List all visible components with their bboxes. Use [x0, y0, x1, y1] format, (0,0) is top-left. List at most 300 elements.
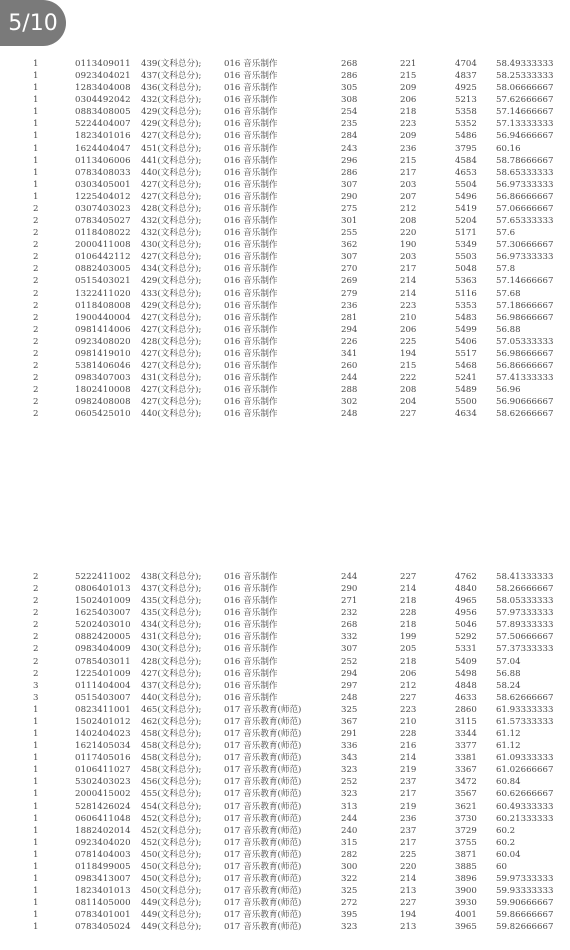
major-cell: 017 音乐教育(师范) — [224, 704, 302, 715]
batch-cell: 1 — [33, 155, 39, 166]
page-gap — [0, 440, 570, 568]
table-row — [0, 71, 570, 82]
score-a-cell: 286 — [341, 71, 358, 82]
major-cell: 016 音乐制作 — [224, 608, 278, 619]
major-cell: 017 音乐教育(师范) — [224, 789, 302, 800]
total-score-cell: 431(文科总分); — [141, 632, 202, 643]
score-b-cell: 203 — [400, 252, 417, 263]
table-row — [0, 385, 570, 396]
rank-cell: 4848 — [455, 680, 477, 691]
score-b-cell: 194 — [400, 348, 417, 359]
major-cell: 016 音乐制作 — [224, 572, 278, 582]
major-cell: 017 音乐教育(师范) — [224, 813, 302, 824]
batch-cell: 2 — [33, 324, 39, 335]
batch-cell: 2 — [33, 632, 39, 643]
total-score-cell: 437(文科总分); — [141, 680, 202, 691]
score-b-cell: 194 — [400, 910, 417, 921]
major-cell: 016 音乐制作 — [224, 155, 278, 166]
total-score-cell: 456(文科总分); — [141, 777, 202, 788]
exam-id-cell: 0106442112 — [75, 252, 131, 263]
rank-cell: 3730 — [455, 813, 477, 824]
table-row — [0, 802, 570, 813]
table-row — [0, 862, 570, 873]
composite-score-cell: 60.21333333 — [496, 813, 554, 824]
exam-id-cell: 0515403021 — [75, 276, 131, 287]
total-score-cell: 427(文科总分); — [141, 361, 202, 371]
batch-cell: 1 — [33, 922, 39, 933]
batch-cell: 2 — [33, 336, 39, 347]
rank-cell: 5409 — [455, 656, 477, 667]
score-b-cell: 217 — [400, 789, 417, 800]
table-row — [0, 107, 570, 118]
composite-score-cell: 58.06666667 — [496, 83, 554, 94]
score-b-cell: 206 — [400, 668, 417, 679]
batch-cell: 1 — [33, 95, 39, 106]
table-row — [0, 131, 570, 142]
exam-id-cell: 0783401001 — [75, 910, 131, 921]
score-b-cell: 199 — [400, 632, 417, 643]
score-b-cell: 214 — [400, 753, 417, 764]
composite-score-cell: 56.97333333 — [496, 179, 554, 190]
major-cell: 016 音乐制作 — [224, 409, 278, 420]
total-score-cell: 465(文科总分); — [141, 704, 202, 715]
major-cell: 016 音乐制作 — [224, 216, 278, 227]
batch-cell: 2 — [33, 361, 39, 371]
exam-id-cell: 0118499005 — [75, 861, 131, 872]
exam-id-cell: 0923408020 — [75, 336, 131, 347]
exam-id-cell: 0882403005 — [75, 264, 131, 275]
score-b-cell: 215 — [400, 71, 417, 82]
table-row — [0, 765, 570, 776]
score-a-cell: 271 — [341, 596, 358, 607]
rank-cell: 3871 — [455, 849, 477, 860]
rank-cell: 3381 — [455, 753, 477, 764]
score-a-cell: 297 — [341, 680, 358, 691]
table-row — [0, 204, 570, 215]
composite-score-cell: 60.84 — [496, 777, 521, 788]
table-row — [0, 325, 570, 336]
table-row — [0, 729, 570, 740]
table-row — [0, 192, 570, 203]
total-score-cell: 438(文科总分); — [141, 572, 202, 582]
total-score-cell: 450(文科总分); — [141, 874, 202, 884]
rank-cell: 4956 — [455, 608, 477, 619]
total-score-cell: 427(文科总分); — [141, 397, 202, 408]
total-score-cell: 437(文科总分); — [141, 584, 202, 595]
major-cell: 016 音乐制作 — [224, 312, 278, 323]
score-b-cell: 204 — [400, 397, 417, 408]
total-score-cell: 458(文科总分); — [141, 741, 202, 752]
rank-cell: 5292 — [455, 632, 477, 643]
exam-id-cell: 5202403010 — [75, 620, 131, 631]
composite-score-cell: 60.04 — [496, 849, 521, 860]
score-a-cell: 307 — [341, 179, 358, 190]
major-cell: 016 音乐制作 — [224, 59, 278, 69]
batch-cell: 1 — [33, 753, 39, 764]
score-b-cell: 215 — [400, 155, 417, 166]
major-cell: 017 音乐教育(师范) — [224, 837, 302, 848]
total-score-cell: 458(文科总分); — [141, 765, 202, 776]
total-score-cell: 427(文科总分); — [141, 191, 202, 202]
table-row — [0, 168, 570, 179]
rank-cell: 3965 — [455, 922, 477, 933]
batch-cell: 2 — [33, 596, 39, 607]
batch-cell: 1 — [33, 898, 39, 909]
table-row — [0, 608, 570, 619]
batch-cell: 1 — [33, 716, 39, 727]
rank-cell: 4634 — [455, 409, 477, 420]
exam-id-cell: 0923404021 — [75, 71, 131, 82]
major-cell: 016 音乐制作 — [224, 228, 278, 239]
rank-cell: 5503 — [455, 252, 477, 263]
rank-cell: 5353 — [455, 300, 477, 311]
table-row — [0, 337, 570, 348]
total-score-cell: 427(文科总分); — [141, 131, 202, 142]
score-b-cell: 218 — [400, 620, 417, 631]
score-a-cell: 252 — [341, 777, 358, 788]
batch-cell: 3 — [33, 692, 39, 703]
composite-score-cell: 58.65333333 — [496, 167, 554, 178]
total-score-cell: 428(文科总分); — [141, 336, 202, 347]
total-score-cell: 435(文科总分); — [141, 608, 202, 619]
batch-cell: 2 — [33, 656, 39, 667]
rank-cell: 4762 — [455, 572, 477, 582]
exam-id-cell: 1823401016 — [75, 131, 131, 142]
exam-id-cell: 0606411048 — [75, 813, 131, 824]
rank-cell: 3472 — [455, 777, 477, 788]
composite-score-cell: 61.12 — [496, 729, 521, 740]
exam-id-cell: 0983404009 — [75, 644, 131, 655]
rank-cell: 4584 — [455, 155, 477, 166]
total-score-cell: 437(文科总分); — [141, 71, 202, 82]
exam-id-cell: 1823401013 — [75, 886, 131, 897]
total-score-cell: 452(文科总分); — [141, 813, 202, 824]
rank-cell: 5483 — [455, 312, 477, 323]
batch-cell: 2 — [33, 264, 39, 275]
table-row — [0, 584, 570, 595]
batch-cell: 1 — [33, 179, 39, 190]
composite-score-cell: 59.90666667 — [496, 898, 554, 909]
score-a-cell: 343 — [341, 753, 358, 764]
batch-cell: 2 — [33, 203, 39, 214]
exam-id-cell: 0605425010 — [75, 409, 131, 420]
composite-score-cell: 59.82666667 — [496, 922, 554, 933]
exam-id-cell: 0811405000 — [75, 898, 131, 909]
rank-cell: 5498 — [455, 668, 477, 679]
batch-cell: 2 — [33, 385, 39, 396]
total-score-cell: 428(文科总分); — [141, 203, 202, 214]
score-b-cell: 222 — [400, 373, 417, 384]
score-a-cell: 272 — [341, 898, 358, 909]
major-cell: 016 音乐制作 — [224, 680, 278, 691]
composite-score-cell: 56.86666667 — [496, 361, 554, 371]
major-cell: 017 音乐教育(师范) — [224, 741, 302, 752]
total-score-cell: 427(文科总分); — [141, 312, 202, 323]
rank-cell: 2860 — [455, 704, 477, 715]
batch-cell: 1 — [33, 143, 39, 154]
table-row — [0, 669, 570, 680]
exam-id-cell: 0304492042 — [75, 95, 131, 106]
score-b-cell: 237 — [400, 777, 417, 788]
exam-id-cell: 0783408033 — [75, 167, 131, 178]
score-b-cell: 219 — [400, 765, 417, 776]
exam-id-cell: 0515403007 — [75, 692, 131, 703]
batch-cell: 1 — [33, 837, 39, 848]
batch-cell: 1 — [33, 704, 39, 715]
batch-cell: 1 — [33, 886, 39, 897]
total-score-cell: 451(文科总分); — [141, 143, 202, 154]
rank-cell: 5204 — [455, 216, 477, 227]
score-a-cell: 323 — [341, 765, 358, 776]
rank-cell: 5331 — [455, 644, 477, 655]
exam-id-cell: 5381406046 — [75, 361, 131, 371]
score-a-cell: 294 — [341, 324, 358, 335]
total-score-cell: 449(文科总分); — [141, 910, 202, 921]
major-cell: 016 音乐制作 — [224, 240, 278, 251]
major-cell: 016 音乐制作 — [224, 644, 278, 655]
score-b-cell: 209 — [400, 83, 417, 94]
table-row — [0, 83, 570, 94]
score-b-cell: 210 — [400, 716, 417, 727]
total-score-cell: 429(文科总分); — [141, 300, 202, 311]
exam-id-cell: 1225401009 — [75, 668, 131, 679]
table-row — [0, 228, 570, 239]
score-a-cell: 290 — [341, 191, 358, 202]
score-a-cell: 282 — [341, 849, 358, 860]
major-cell: 016 音乐制作 — [224, 95, 278, 106]
score-a-cell: 395 — [341, 910, 358, 921]
batch-cell: 1 — [33, 849, 39, 860]
table-row — [0, 59, 570, 70]
score-b-cell: 215 — [400, 361, 417, 371]
exam-id-cell: 0783405027 — [75, 216, 131, 227]
score-a-cell: 284 — [341, 131, 358, 142]
score-b-cell: 212 — [400, 203, 417, 214]
score-a-cell: 294 — [341, 668, 358, 679]
score-b-cell: 214 — [400, 584, 417, 595]
exam-id-cell: 0303405001 — [75, 179, 131, 190]
total-score-cell: 440(文科总分); — [141, 692, 202, 703]
score-b-cell: 220 — [400, 228, 417, 239]
total-score-cell: 434(文科总分); — [141, 264, 202, 275]
major-cell: 016 音乐制作 — [224, 584, 278, 595]
major-cell: 016 音乐制作 — [224, 119, 278, 130]
composite-score-cell: 56.86666667 — [496, 191, 554, 202]
rank-cell: 3930 — [455, 898, 477, 909]
major-cell: 017 音乐教育(师范) — [224, 825, 302, 836]
total-score-cell: 458(文科总分); — [141, 753, 202, 764]
total-score-cell: 431(文科总分); — [141, 373, 202, 384]
batch-cell: 2 — [33, 608, 39, 619]
score-b-cell: 221 — [400, 59, 417, 69]
composite-score-cell: 59.97333333 — [496, 874, 554, 884]
major-cell: 016 音乐制作 — [224, 348, 278, 359]
rank-cell: 5358 — [455, 107, 477, 118]
composite-score-cell: 60.16 — [496, 143, 521, 154]
total-score-cell: 430(文科总分); — [141, 644, 202, 655]
batch-cell: 1 — [33, 119, 39, 130]
batch-cell: 1 — [33, 131, 39, 142]
score-b-cell: 227 — [400, 572, 417, 582]
composite-score-cell: 56.97333333 — [496, 252, 554, 263]
score-b-cell: 214 — [400, 288, 417, 299]
table-row — [0, 644, 570, 655]
exam-id-cell: 0882420005 — [75, 632, 131, 643]
score-b-cell: 205 — [400, 644, 417, 655]
exam-id-cell: 0982408008 — [75, 397, 131, 408]
composite-score-cell: 57.18666667 — [496, 300, 554, 311]
batch-cell: 2 — [33, 300, 39, 311]
score-b-cell: 218 — [400, 596, 417, 607]
exam-id-cell: 1900440004 — [75, 312, 131, 323]
score-a-cell: 252 — [341, 656, 358, 667]
major-cell: 016 音乐制作 — [224, 324, 278, 335]
page-indicator-text: 5/10 — [8, 10, 58, 36]
composite-score-cell: 60.2 — [496, 837, 516, 848]
rank-cell: 5468 — [455, 361, 477, 371]
score-a-cell: 302 — [341, 397, 358, 408]
major-cell: 016 音乐制作 — [224, 397, 278, 408]
score-b-cell: 203 — [400, 179, 417, 190]
total-score-cell: 427(文科总分); — [141, 668, 202, 679]
score-b-cell: 227 — [400, 409, 417, 420]
score-b-cell: 228 — [400, 729, 417, 740]
composite-score-cell: 58.62666667 — [496, 409, 554, 420]
major-cell: 017 音乐教育(师范) — [224, 765, 302, 776]
score-a-cell: 288 — [341, 385, 358, 396]
major-cell: 016 音乐制作 — [224, 288, 278, 299]
score-a-cell: 305 — [341, 83, 358, 94]
rank-cell: 5406 — [455, 336, 477, 347]
batch-cell: 2 — [33, 572, 39, 582]
table-row — [0, 361, 570, 372]
rank-cell: 3755 — [455, 837, 477, 848]
table-row — [0, 777, 570, 788]
composite-score-cell: 58.05333333 — [496, 596, 554, 607]
total-score-cell: 454(文科总分); — [141, 801, 202, 812]
major-cell: 017 音乐教育(师范) — [224, 898, 302, 909]
major-cell: 016 音乐制作 — [224, 276, 278, 287]
score-a-cell: 313 — [341, 801, 358, 812]
score-b-cell: 217 — [400, 167, 417, 178]
rank-cell: 3900 — [455, 886, 477, 897]
table-row — [0, 572, 570, 583]
composite-score-cell: 58.49333333 — [496, 59, 554, 69]
major-cell: 016 音乐制作 — [224, 620, 278, 631]
composite-score-cell: 61.02666667 — [496, 765, 554, 776]
score-a-cell: 243 — [341, 143, 358, 154]
total-score-cell: 458(文科总分); — [141, 729, 202, 740]
table-row — [0, 144, 570, 155]
composite-score-cell: 58.62666667 — [496, 692, 554, 703]
batch-cell: 2 — [33, 312, 39, 323]
composite-score-cell: 56.94666667 — [496, 131, 554, 142]
batch-cell: 2 — [33, 584, 39, 595]
exam-id-cell: 1625403007 — [75, 608, 131, 619]
total-score-cell: 429(文科总分); — [141, 119, 202, 130]
total-score-cell: 439(文科总分); — [141, 59, 202, 69]
composite-score-cell: 58.26666667 — [496, 584, 554, 595]
batch-cell: 1 — [33, 874, 39, 884]
composite-score-cell: 58.25333333 — [496, 71, 554, 82]
exam-id-cell: 0783405024 — [75, 922, 131, 933]
total-score-cell: 427(文科总分); — [141, 348, 202, 359]
exam-id-cell: 0118408008 — [75, 300, 131, 311]
table-row — [0, 373, 570, 384]
composite-score-cell: 60.62666667 — [496, 789, 554, 800]
total-score-cell: 427(文科总分); — [141, 324, 202, 335]
total-score-cell: 432(文科总分); — [141, 228, 202, 239]
total-score-cell: 430(文科总分); — [141, 240, 202, 251]
major-cell: 017 音乐教育(师范) — [224, 874, 302, 884]
rank-cell: 3377 — [455, 741, 477, 752]
score-a-cell: 279 — [341, 288, 358, 299]
score-a-cell: 255 — [341, 228, 358, 239]
score-b-cell: 236 — [400, 143, 417, 154]
major-cell: 017 音乐教育(师范) — [224, 861, 302, 872]
major-cell: 017 音乐教育(师范) — [224, 910, 302, 921]
major-cell: 016 音乐制作 — [224, 373, 278, 384]
score-a-cell: 315 — [341, 837, 358, 848]
composite-score-cell: 61.93333333 — [496, 704, 554, 715]
table-row — [0, 874, 570, 885]
score-a-cell: 290 — [341, 584, 358, 595]
exam-id-cell: 0781404003 — [75, 849, 131, 860]
major-cell: 017 音乐教育(师范) — [224, 753, 302, 764]
score-a-cell: 226 — [341, 336, 358, 347]
batch-cell: 1 — [33, 765, 39, 776]
table-row — [0, 922, 570, 933]
score-b-cell: 223 — [400, 300, 417, 311]
page-indicator-badge — [0, 0, 66, 46]
score-b-cell: 206 — [400, 95, 417, 106]
score-b-cell: 225 — [400, 849, 417, 860]
major-cell: 017 音乐教育(师范) — [224, 801, 302, 812]
score-a-cell: 336 — [341, 741, 358, 752]
exam-id-cell: 2000415002 — [75, 789, 131, 800]
exam-id-cell: 0785403011 — [75, 656, 131, 667]
batch-cell: 1 — [33, 813, 39, 824]
score-b-cell: 227 — [400, 898, 417, 909]
rank-cell: 5489 — [455, 385, 477, 396]
composite-score-cell: 57.6 — [496, 228, 516, 239]
score-b-cell: 223 — [400, 704, 417, 715]
exam-id-cell: 0806401013 — [75, 584, 131, 595]
total-score-cell: 427(文科总分); — [141, 385, 202, 396]
score-b-cell: 218 — [400, 656, 417, 667]
composite-score-cell: 58.24 — [496, 680, 521, 691]
major-cell: 017 音乐教育(师范) — [224, 716, 302, 727]
table-row — [0, 156, 570, 167]
major-cell: 016 音乐制作 — [224, 300, 278, 311]
score-a-cell: 260 — [341, 361, 358, 371]
table-row — [0, 264, 570, 275]
total-score-cell: 433(文科总分); — [141, 288, 202, 299]
document-page-bottom — [0, 568, 570, 950]
score-a-cell: 307 — [341, 252, 358, 263]
composite-score-cell: 56.98666667 — [496, 348, 554, 359]
batch-cell: 2 — [33, 228, 39, 239]
rank-cell: 5363 — [455, 276, 477, 287]
score-b-cell: 206 — [400, 324, 417, 335]
rank-cell: 5241 — [455, 373, 477, 384]
rank-cell: 5486 — [455, 131, 477, 142]
composite-score-cell: 56.88 — [496, 668, 521, 679]
exam-id-cell: 0113406006 — [75, 155, 131, 166]
table-row — [0, 886, 570, 897]
exam-id-cell: 0883408005 — [75, 107, 131, 118]
rank-cell: 5517 — [455, 348, 477, 359]
